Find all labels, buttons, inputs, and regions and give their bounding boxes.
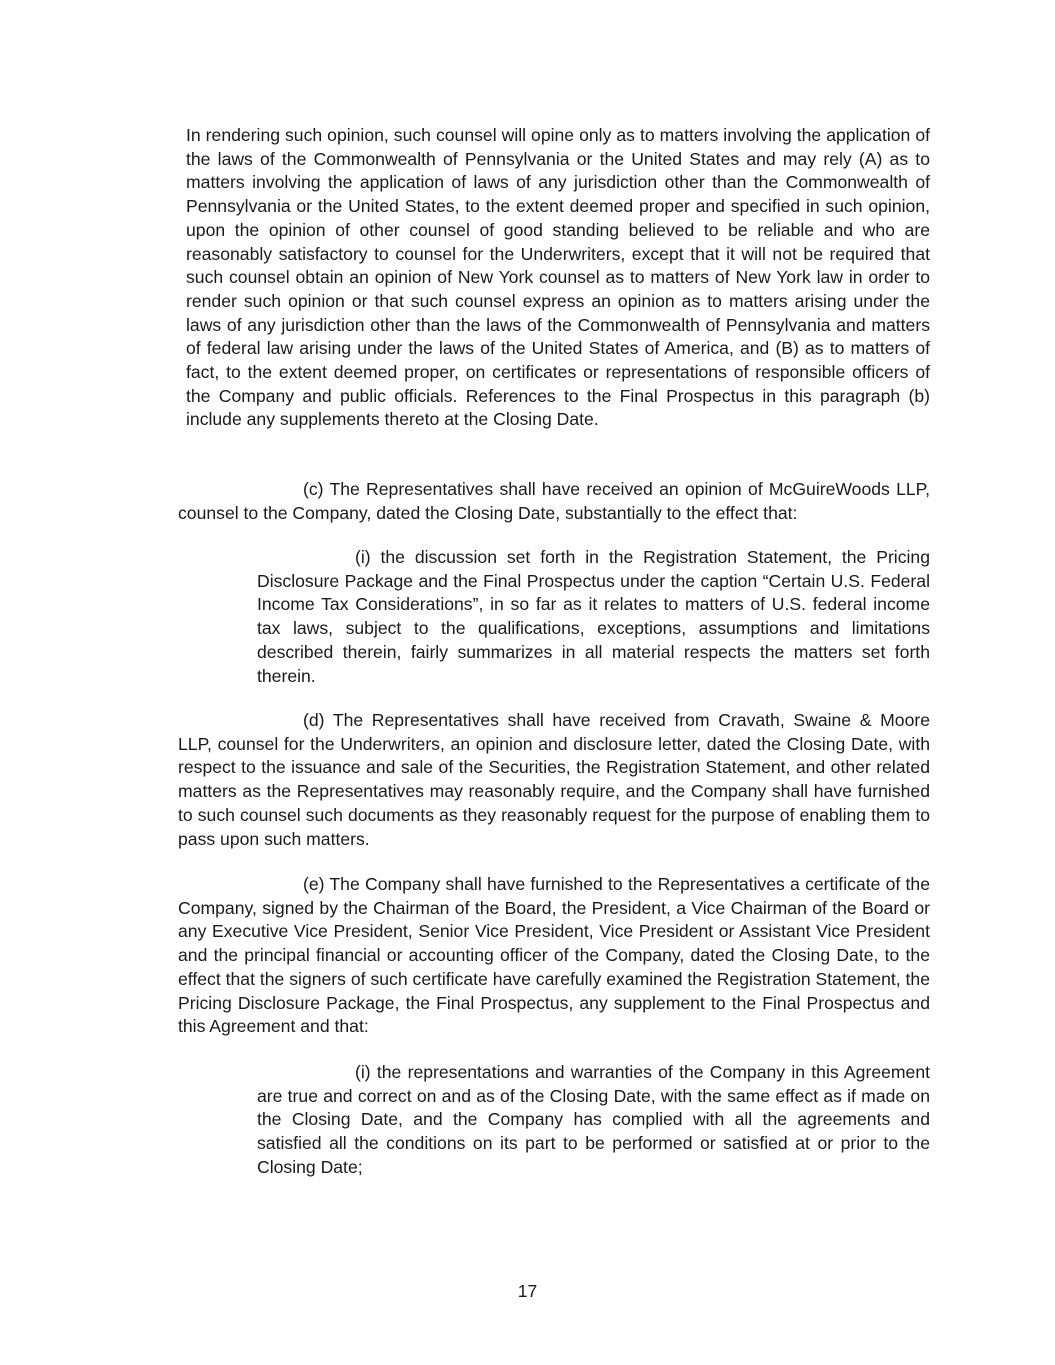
paragraph-d: (d) The Representatives shall have received from Cravath, Swaine & Moore LLP, counsel for the Underwriters, an opinion and disclosure letter, dated the Closing Date, with respect to the issuance and sale of the Securities, the Registration Statement, and other related matters as the Representatives may reasonably require, and the Company shall have furnished to such counsel such documents as they reasonably request for the purpose of enabling them to pass upon such matters. <box>178 710 930 849</box>
paragraph-c: (c) The Representatives shall have received an opinion of McGuireWoods LLP, counsel to the Company, dated the Closing Date, substantially to the effect that: <box>178 479 930 523</box>
paragraph-c-i: (i) the discussion set forth in the Registration Statement, the Pricing Disclosure Package and the Final Prospectus under the caption “Certain U.S. Federal Income Tax Considerations”, in so far as it relates to matters of U.S. federal income tax laws, subject to the qualifications, exceptions, assumptions and limitations described therein, fairly summarizes in all material respects the matters set forth therein. <box>257 547 930 686</box>
paragraph-opinion-scope: In rendering such opinion, such counsel will opine only as to matters involving the application of the laws of the Commonwealth of Pennsylvania or the United States and may rely (A) as to matters involving the application of laws of any jurisdiction other than the Commonwealth of Pennsylvania or the United States, to the extent deemed proper and specified in such opinion, upon the opinion of other counsel of good standing believed to be reliable and who are reasonably satisfactory to counsel for the Underwriters, except that it will not be required that such counsel obtain an opinion of New York counsel as to matters of New York law in order to render such opinion or that such counsel express an opinion as to matters arising under the laws of any jurisdiction other than the laws of the Commonwealth of Pennsylvania and matters of federal law arising under the laws of the United States of America, and (B) as to matters of fact, to the extent deemed proper, on certificates or representations of responsible officers of the Company and public officials. References to the Final Prospectus in this paragraph (b) include any supplements thereto at the Closing Date. <box>186 125 930 430</box>
page-number: 17 <box>517 1281 538 1301</box>
paragraph-e-i: (i) the representations and warranties of the Company in this Agreement are true and correct on and as of the Closing Date, with the same effect as if made on the Closing Date, and the Company has complied with all the agreements and satisfied all the conditions on its part to be performed or satisfied at or prior to the Closing Date; <box>257 1062 930 1177</box>
paragraph-e: (e) The Company shall have furnished to the Representatives a certificate of the Company, signed by the Chairman of the Board, the President, a Vice Chairman of the Board or any Executive Vice President, Senior Vice President, Vice President or Assistant Vice President and the principal financial or accounting officer of the Company, dated the Closing Date, to the effect that the signers of such certificate have carefully examined the Registration Statement, the Pricing Disclosure Package, the Final Prospectus, any supplement to the Final Prospectus and this Agreement and that: <box>178 874 930 1037</box>
